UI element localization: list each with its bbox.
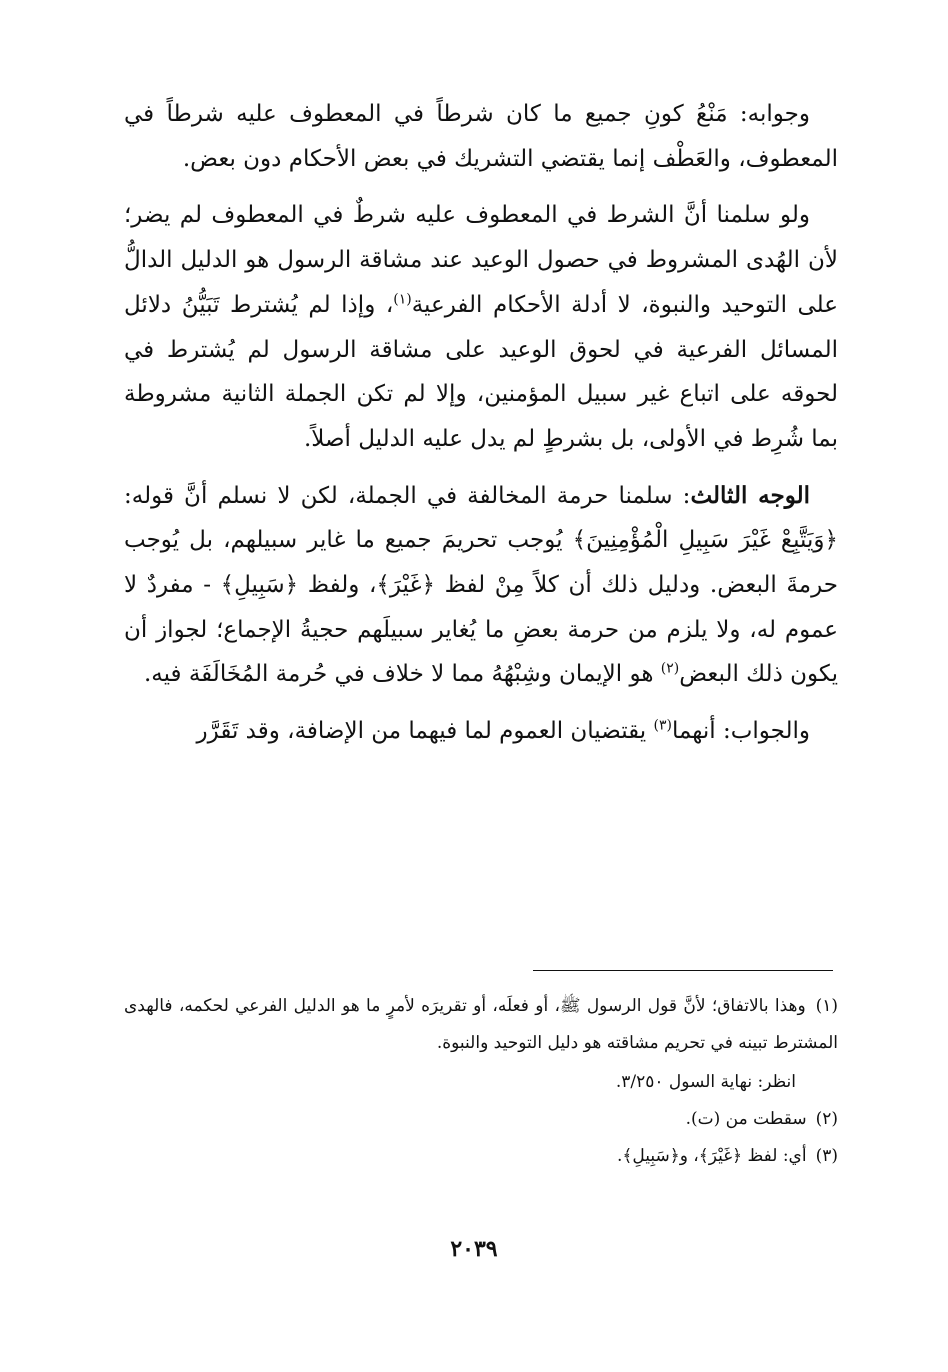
footnote-text: سقطت من (ت). [685,1109,807,1129]
footnote-marker-3: (٣) [653,717,672,734]
footnote-number: (١) [815,996,838,1016]
paragraph-text: يقتضيان العموم لما فيهما من الإضافة، وقد تَقَرَّر [196,718,654,745]
paragraph-answer-first [124,92,838,181]
paragraph-text: وجوابه: مَنْعُ كونِ جميع ما كان شرطاً في المعطوف عليه شرطاً في المعطوف، والعَطْف إنما يقتضي التشريك في بعض الأحكام دون بعض. [124,101,838,172]
footnote-1-reference [124,1064,838,1101]
footnote-1 [124,988,838,1062]
quran-quote: ﴿سَبِيلِ﴾ [220,572,299,599]
footnote-text: أي: لفظ ﴿غَيْرَ﴾، و﴿سَبِيلِ﴾. [616,1146,807,1166]
page-number: ٢٠٣٩ [450,1236,498,1262]
quran-quote: ﴿غَيْرَ﴾ [376,572,436,599]
paragraph-third-aspect [124,474,838,698]
quran-quote: ﴿وَيَتَّبِعْ غَيْرَ سَبِيلِ الْمُؤْمِنِينَ﴾ [572,527,838,554]
paragraph-concession [124,193,838,461]
paragraph-text: ، ولفظ [298,572,377,599]
footnote-marker-2: (٢) [660,660,680,677]
paragraph-text: - مفردٌ لا عموم له، ولا يلزم من حرمة بعضِ ما يُغاير سبيلَهم حجيةُ الإجماع؛ لجواز أن يكون ذلك البعض [124,572,838,688]
footnotes [124,988,838,1175]
paragraph-text: يُوجب تحريمَ جميع ما غاير سبيلهم، بل يُوجب حرمةَ البعض. ودليل ذلك أن كلاً مِنْ لفظ [124,527,838,599]
paragraph-text: هو الإيمان وشِبْهُهُ مما لا خلاف في حُرمة المُخَالَفَة فيه. [143,661,661,688]
paragraph-text: ولو سلمنا أنَّ الشرط في المعطوف عليه شرطٌ في المعطوف لم يضر؛ لأن الهُدى المشروط في حصول الوعيد عند مشاقة الرسول هو الدليل الدالُّ على التوحيد والنبوة، لا أدلة الأحكام الفرعية [124,202,838,318]
main-text [124,92,838,754]
footnote-divider [533,970,833,971]
paragraph-text: والجواب: أنهما [671,718,810,745]
footnote-3 [124,1138,838,1175]
paragraph-text: : سلمنا حرمة المخالفة في الجملة، لكن لا نسلم أنَّ قوله: [124,482,691,509]
footnote-text: وهذا بالاتفاق؛ لأنَّ قول الرسول ﷺ، أو فعلَه، أو تقريرَه لأمرٍ ما هو الدليل الفرعي لحكمه، فالهدى المشترط تبينه في تحريم مشاقته هو دليل التوحيد والنبوة. [124,996,838,1053]
footnote-number: (٣) [815,1146,838,1166]
paragraph-reply [124,709,838,754]
footnote-number: (٢) [815,1109,838,1129]
footnote-2 [124,1101,838,1138]
paragraph-text: ، وإذا لم يُشترط تَبَيُّنُ دلائل المسائل الفرعية في لحوق الوعيد على مشاقة الرسول لم يُشترط في لحوقه على اتباع غير سبيل المؤمنين، وإلا لم تكن الجملة الثانية مشروطة بما شُرِط في الأولى، بل بشرطٍ لم يدل عليه الدليل أصلاً. [124,291,838,452]
footnote-reference-text: انظر: نهاية السول ٣/٢٥٠. [615,1072,796,1092]
third-aspect-heading: الوجه الثالث [690,481,810,509]
footnote-marker-1: (١) [393,291,412,308]
